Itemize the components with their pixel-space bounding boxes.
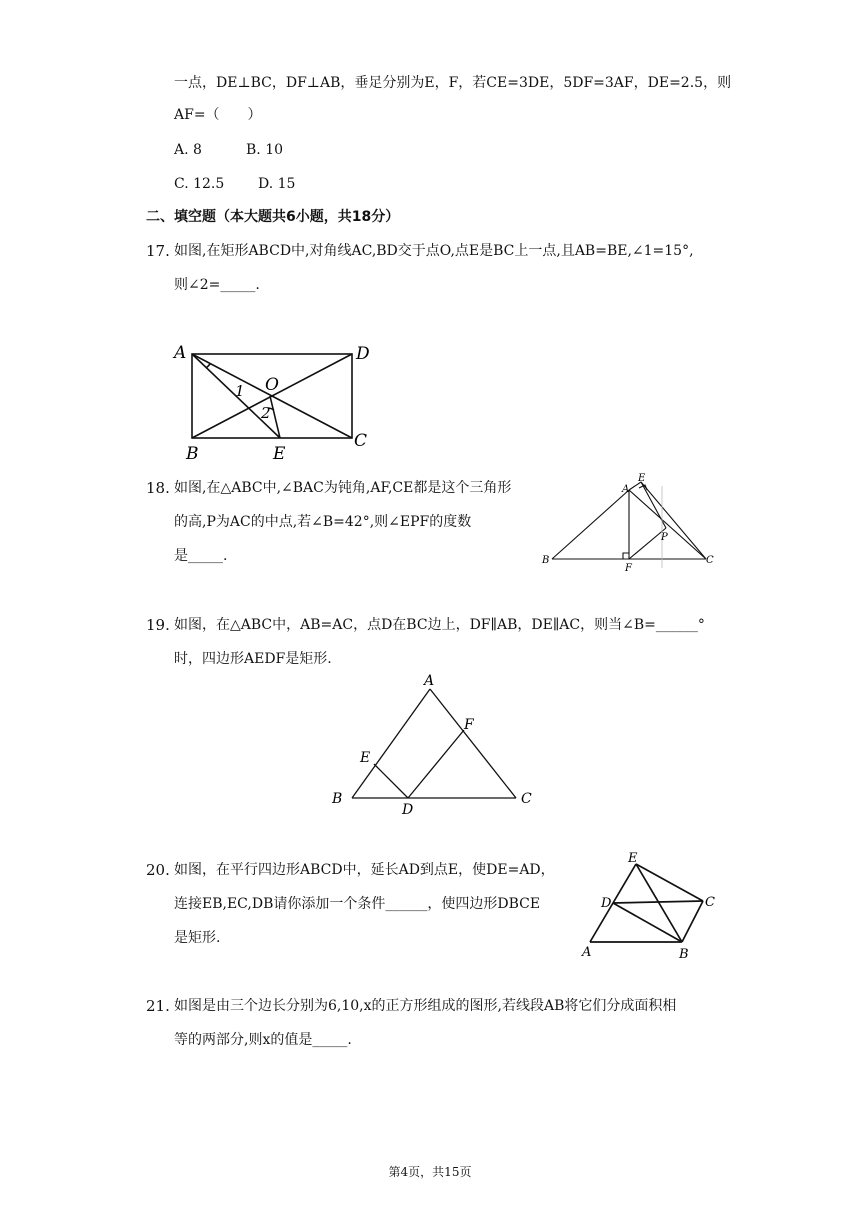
q16-line-2: AF=（ ） (174, 107, 262, 123)
q17-number: 17. (146, 242, 170, 260)
q16-option-b: B. 10 (246, 142, 284, 158)
q18-figure (538, 470, 728, 574)
q18-line-1: 如图,在△ABC中,∠BAC为钝角,AF,CE都是这个三角形 (174, 480, 512, 496)
q17-label-1: 1 (235, 382, 245, 400)
q19-number: 19. (146, 616, 170, 634)
q17-line-1: 如图,在矩形ABCD中,对角线AC,BD交于点O,点E是BC上一点,且AB=BE,∠1=15°, (174, 243, 694, 259)
q17-label-o: O (265, 375, 279, 395)
q17-label-b: B (186, 444, 199, 464)
q19-line-2: 时，四边形AEDF是矩形. (174, 651, 332, 667)
q19-label-a: A (424, 673, 435, 689)
q19-label-d: D (402, 802, 414, 818)
q17-label-c: C (354, 431, 368, 451)
q20-label-d: D (601, 896, 612, 911)
q17-label-2: 2 (261, 404, 271, 422)
q20-number: 20. (146, 861, 170, 879)
section-heading: 二、填空题（本大题共6小题，共18分） (146, 209, 400, 225)
q19-figure (326, 672, 536, 820)
q17-figure (170, 338, 380, 468)
q19-label-b: B (332, 791, 343, 807)
q20-label-e: E (628, 851, 638, 866)
q18-number: 18. (146, 479, 170, 497)
q17-label-d: D (356, 344, 370, 364)
q20-label-c: C (705, 895, 715, 910)
q18-label-e: E (638, 473, 646, 484)
q20-figure (576, 848, 726, 964)
q18-label-b: B (542, 555, 550, 566)
q18-label-a: A (622, 484, 630, 495)
q21-number: 21. (146, 997, 170, 1015)
q20-line-2: 连接EB,EC,DB请你添加一个条件______，使四边形DBCE (174, 896, 541, 912)
q18-line-3: 是_____. (174, 548, 228, 564)
q20-line-1: 如图，在平行四边形ABCD中，延长AD到点E，使DE=AD， (174, 862, 555, 878)
q17-label-e: E (273, 444, 286, 464)
q18-line-2: 的高,P为AC的中点,若∠B=42°,则∠EPF的度数 (174, 514, 472, 530)
q16-option-a: A. 8 (174, 142, 202, 158)
q16-option-d: D. 15 (258, 176, 296, 192)
q18-label-f: F (625, 563, 632, 574)
q19-label-f: F (464, 717, 474, 733)
q20-label-b: B (679, 947, 689, 962)
q16-line-1: 一点，DE⊥BC，DF⊥AB，垂足分别为E，F，若CE=3DE，5DF=3AF，DE=2.5，则 (174, 75, 732, 91)
q17-line-2: 则∠2=_____. (174, 277, 260, 293)
q18-label-p: P (661, 532, 668, 543)
q19-label-e: E (360, 750, 371, 766)
q16-option-c: C. 12.5 (174, 176, 225, 192)
q21-line-2: 等的两部分,则x的值是_____. (174, 1032, 352, 1048)
page-footer: 第4页，共15页 (388, 1165, 472, 1179)
q20-line-3: 是矩形. (174, 930, 221, 946)
q20-label-a: A (582, 945, 592, 960)
q18-label-c: C (706, 555, 714, 566)
q19-line-1: 如图，在△ABC中，AB=AC，点D在BC边上，DF∥AB，DE∥AC，则当∠B=______° (174, 617, 705, 633)
q21-line-1: 如图是由三个边长分别为6,10,x的正方形组成的图形,若线段AB将它们分成面积相 (174, 998, 677, 1014)
q19-label-c: C (521, 791, 532, 807)
q17-label-a: A (174, 343, 187, 363)
